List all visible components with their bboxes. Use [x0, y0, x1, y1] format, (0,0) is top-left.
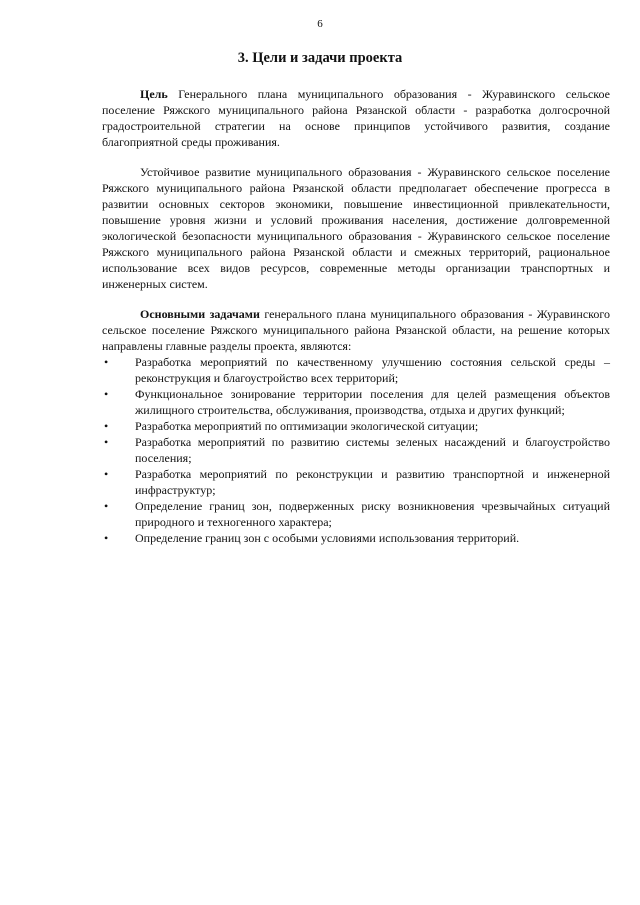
goal-paragraph — [102, 86, 610, 150]
list-item — [102, 466, 610, 498]
page-number: 6 — [317, 18, 323, 30]
list-item-text: Определение границ зон с особыми условиями использования территорий. — [135, 531, 520, 545]
bullet-icon: • — [104, 467, 109, 481]
section-title: 3. Цели и задачи проекта — [237, 50, 403, 66]
document-body — [102, 86, 610, 546]
list-item-text: Разработка мероприятий по развитию системы зеленых насаждений и благоустройство поселения; — [135, 435, 610, 465]
goal-lead: Цель — [140, 87, 168, 101]
tasks-intro-text: генерального плана муниципального образования - Журавинского сельское поселение Ряжского муниципального района Рязанской области, на решение которых направлены главные разделы проекта, являются: — [102, 307, 610, 353]
list-item-text: Разработка мероприятий по качественному улучшению состояния сельской среды – реконструкция и благоустройство всех территорий; — [135, 355, 610, 385]
bullet-icon: • — [104, 435, 109, 449]
list-item — [102, 434, 610, 466]
bullet-icon: • — [104, 419, 109, 433]
list-item — [102, 386, 610, 418]
tasks-intro-paragraph — [102, 306, 610, 354]
bullet-icon: • — [104, 499, 109, 513]
bullet-icon: • — [104, 531, 109, 545]
tasks-lead: Основными задачами — [140, 307, 260, 321]
goal-text: Генерального плана муниципального образования - Журавинского сельское поселение Ряжского муниципального района Рязанской области - разработка долгосрочной градостроительной стратегии на основе принципов устойчивого развития, создание благоприятной среды проживания. — [102, 87, 610, 149]
list-item-text: Функциональное зонирование территории поселения для целей размещения объектов жилищного строительства, обслуживания, производства, отдыха и других функций; — [135, 387, 610, 417]
bullet-icon: • — [104, 387, 109, 401]
list-item-text: Определение границ зон, подверженных риску возникновения чрезвычайных ситуаций природного и техногенного характера; — [135, 499, 610, 529]
task-list — [102, 354, 610, 546]
list-item-text: Разработка мероприятий по реконструкции и развитию транспортной и инженерной инфраструктур; — [135, 467, 610, 497]
list-item — [102, 498, 610, 530]
bullet-icon: • — [104, 355, 109, 369]
list-item — [102, 418, 610, 434]
list-item — [102, 354, 610, 386]
list-item-text: Разработка мероприятий по оптимизации экологической ситуации; — [135, 419, 479, 433]
list-item — [102, 530, 610, 546]
sustainable-development-paragraph: Устойчивое развитие муниципального образования - Журавинского сельское поселение Ряжского муниципального района Рязанской области предполагает обеспечение прогресса в развитии основных секторов экономики, повышение инвестиционной привлекательности, повышение уровня жизни и условий проживания населения, достижение долговременной экологической безопасности муниципального образования - Журавинского сельское поселение Ряжского муниципального района Рязанской области и смежных территорий, рациональное использование всех видов ресурсов, современные методы организации транспортных и инженерных систем. — [102, 165, 610, 291]
